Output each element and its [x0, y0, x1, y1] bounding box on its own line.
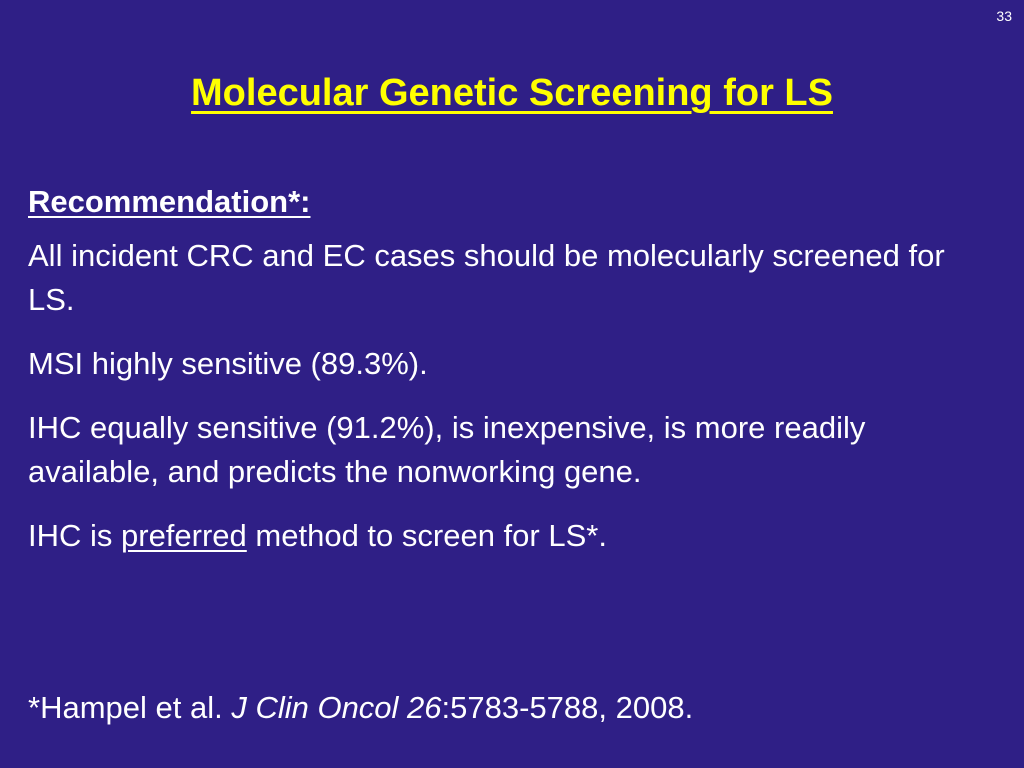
slide-content [28, 180, 988, 578]
slide-title: Molecular Genetic Screening for LS [191, 72, 833, 114]
citation [28, 686, 693, 730]
preferred-emphasis: preferred [121, 518, 247, 553]
preferred-text-after: method to screen for LS*. [246, 518, 607, 553]
recommendation-heading: Recommendation*: [28, 184, 311, 219]
citation-prefix: *Hampel et al. [28, 690, 232, 725]
paragraph-screening: All incident CRC and EC cases should be molecularly screened for LS. [28, 238, 945, 317]
paragraph-preferred [28, 514, 988, 558]
citation-journal: J Clin Oncol 26 [231, 690, 442, 725]
page-number: 33 [996, 8, 1012, 24]
paragraph-ihc: IHC equally sensitive (91.2%), is inexpensive, is more readily available, and predicts the nonworking gene. [28, 410, 866, 489]
citation-suffix: :5783-5788, 2008. [441, 690, 694, 725]
preferred-text-before: IHC is [28, 518, 121, 553]
paragraph-msi: MSI highly sensitive (89.3%). [28, 346, 428, 381]
